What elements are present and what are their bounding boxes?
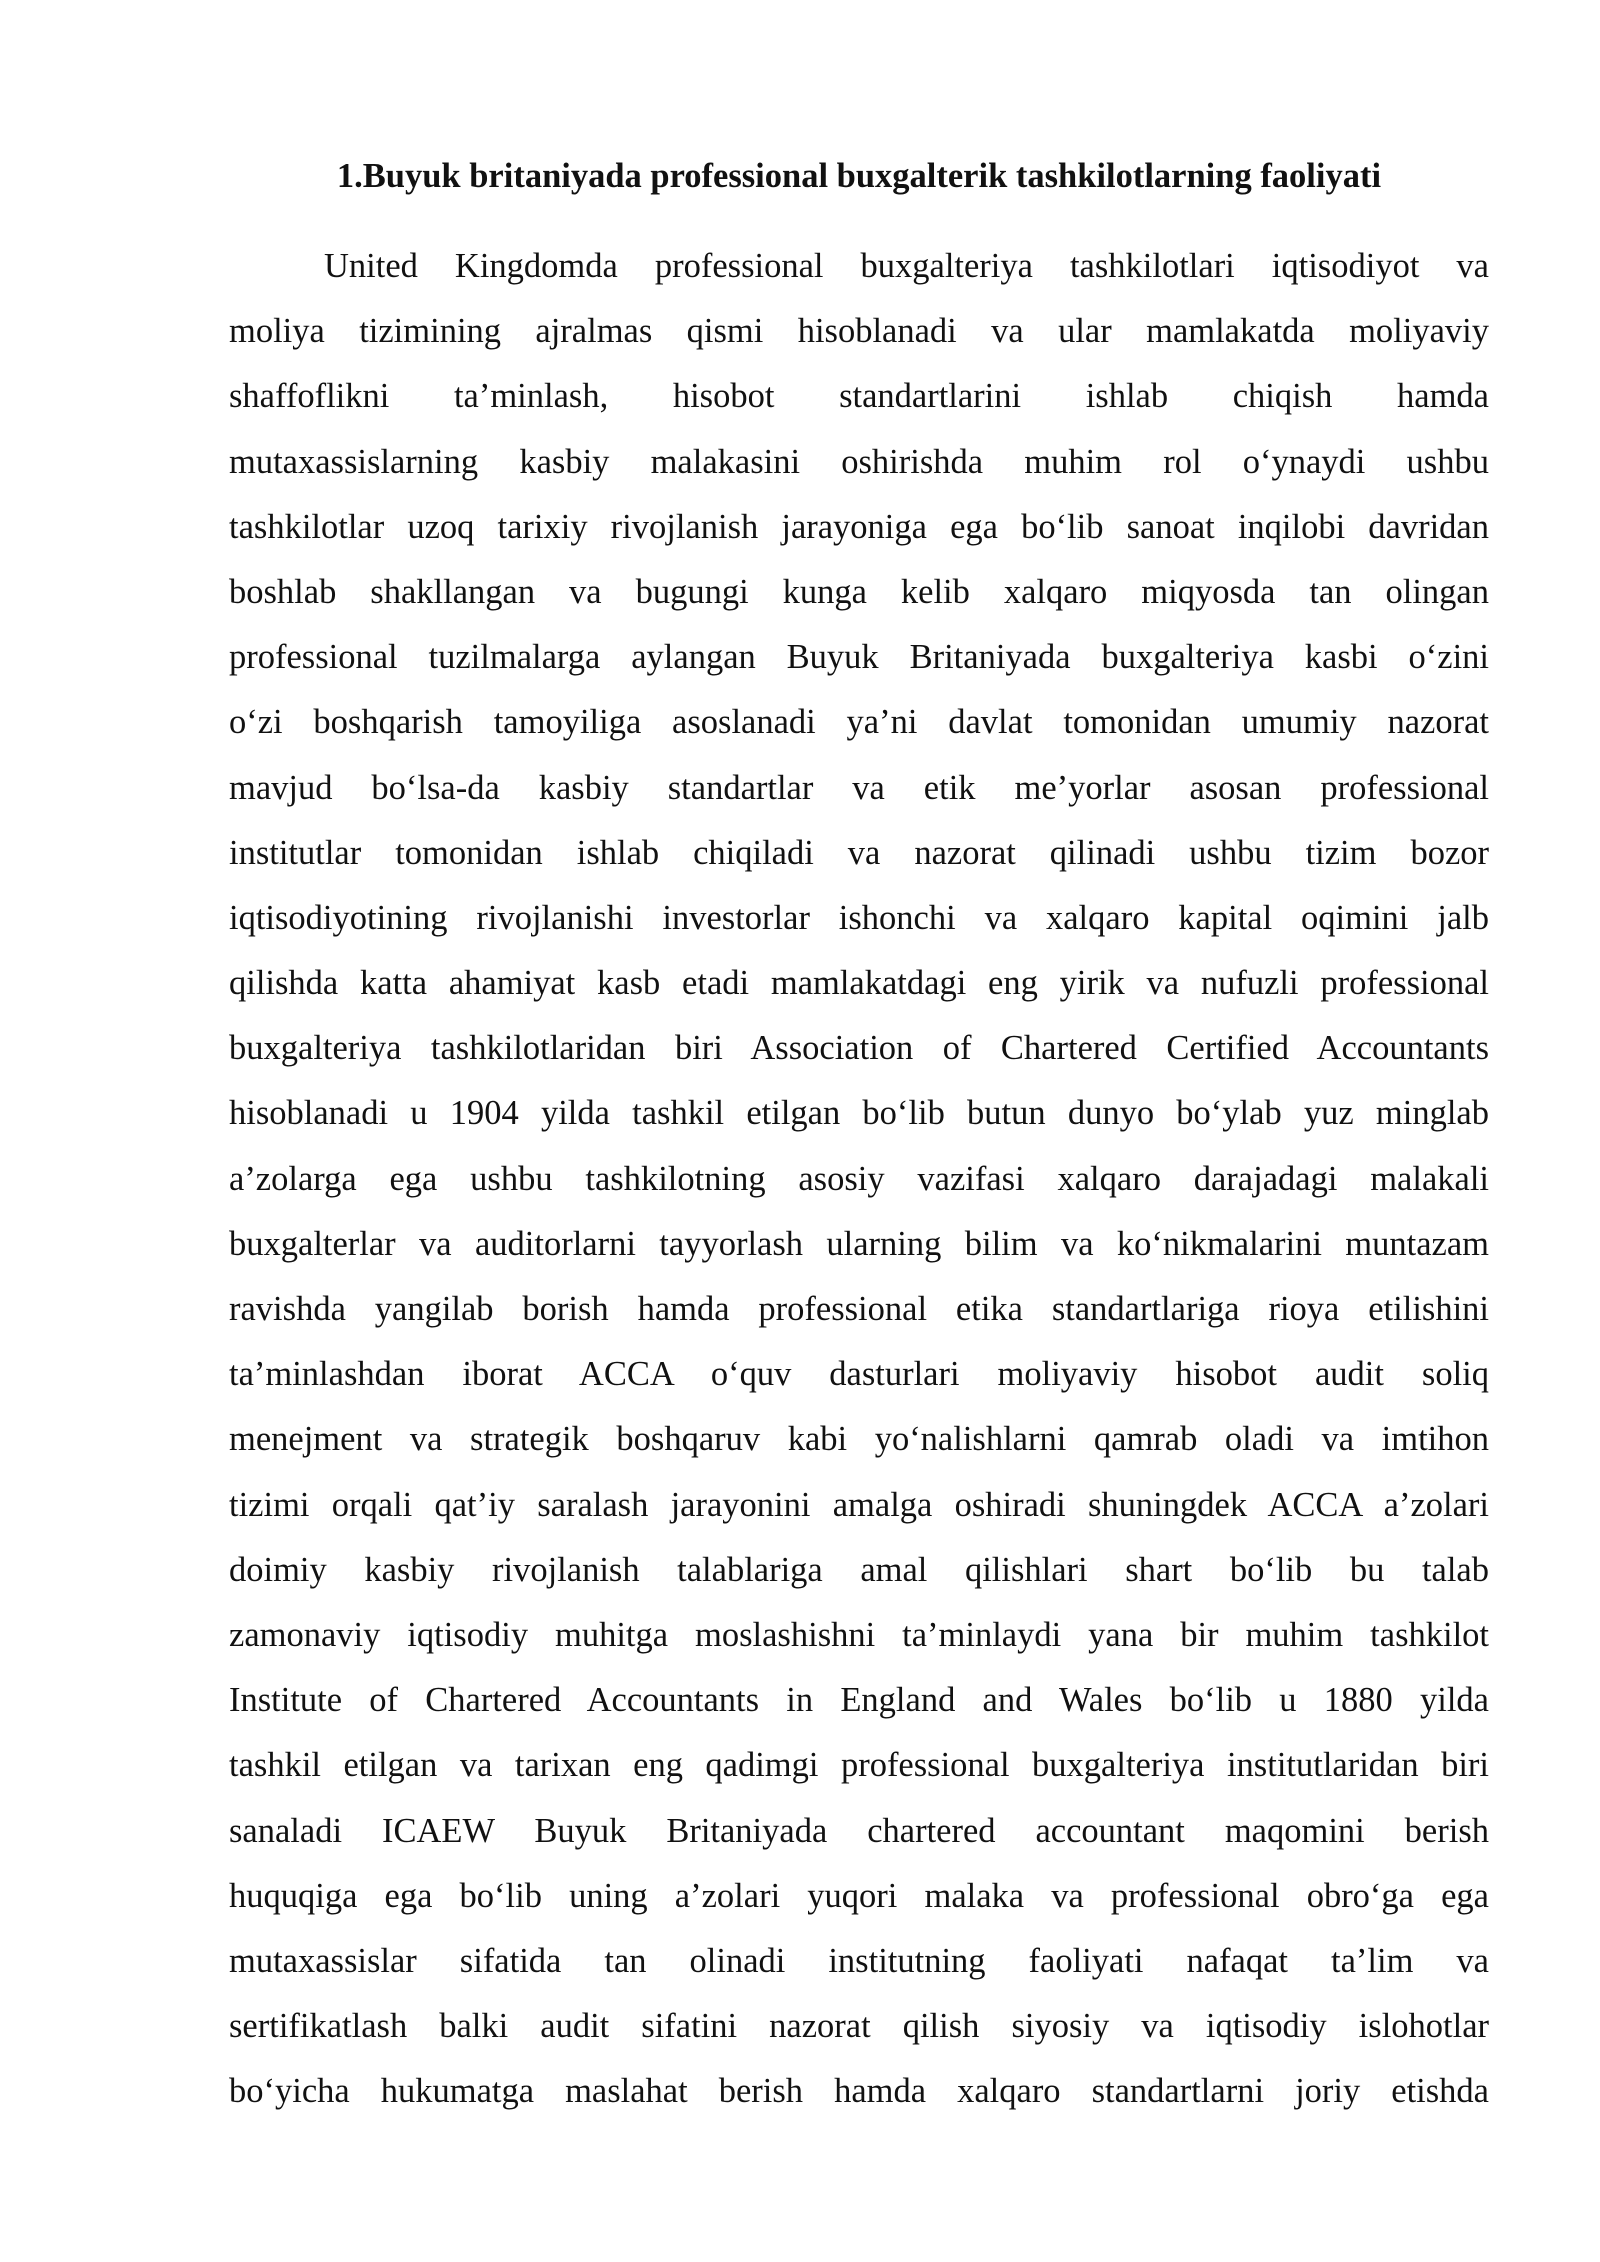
- text-line: United Kingdomda professional buxgalteriya tashkilotlari iqtisodiyot va: [324, 247, 1489, 285]
- text-line: boshlab shakllangan va bugungi kunga kelib xalqaro miqyosda tan olingan: [229, 572, 1489, 611]
- text-line: tashkil etilgan va tarixan eng qadimgi professional buxgalteriya institutlaridan biri: [229, 1746, 1489, 1785]
- text-line: huquqiga ega bo‘lib uning a’zolari yuqori malaka va professional obro‘ga ega: [229, 1876, 1489, 1915]
- text-line: hisoblanadi u 1904 yilda tashkil etilgan bo‘lib butun dunyo bo‘ylab yuz minglab: [229, 1094, 1489, 1133]
- text-line: sanaladi ICAEW Buyuk Britaniyada chartered accountant maqomini berish: [229, 1811, 1489, 1850]
- text-line: iqtisodiyotining rivojlanishi investorlar ishonchi va xalqaro kapital oqimini jalb: [229, 898, 1489, 937]
- text-line: shaffoflikni ta’minlash, hisobot standartlarini ishlab chiqish hamda: [229, 377, 1489, 416]
- page-title: 1.Buyuk britaniyada professional buxgalterik tashkilotlarning faoliyati: [336, 157, 1382, 195]
- text-line: mavjud bo‘lsa-da kasbiy standartlar va etik me’yorlar asosan professional: [229, 768, 1489, 807]
- text-line: tashkilotlar uzoq tarixiy rivojlanish jarayoniga ega bo‘lib sanoat inqilobi davridan: [229, 507, 1489, 546]
- text-line: zamonaviy iqtisodiy muhitga moslashishni ta’minlaydi yana bir muhim tashkilot: [229, 1615, 1489, 1654]
- text-line: mutaxassislarning kasbiy malakasini oshirishda muhim rol o‘ynaydi ushbu: [229, 442, 1489, 481]
- text-line: a’zolarga ega ushbu tashkilotning asosiy vazifasi xalqaro darajadagi malakali: [229, 1159, 1489, 1198]
- text-line: bo‘yicha hukumatga maslahat berish hamda xalqaro standartlarni joriy etishda: [229, 2072, 1489, 2111]
- text-line: o‘zi boshqarish tamoyiliga asoslanadi ya’ni davlat tomonidan umumiy nazorat: [229, 703, 1489, 742]
- text-line: menejment va strategik boshqaruv kabi yo‘nalishlarni qamrab oladi va imtihon: [229, 1420, 1489, 1459]
- text-line: sertifikatlash balki audit sifatini nazorat qilish siyosiy va iqtisodiy islohotlar: [229, 2007, 1489, 2046]
- text-line: qilishda katta ahamiyat kasb etadi mamlakatdagi eng yirik va nufuzli professional: [229, 964, 1489, 1003]
- text-line: tizimi orqali qat’iy saralash jarayonini amalga oshiradi shuningdek ACCA a’zolari: [229, 1485, 1489, 1524]
- text-line: Institute of Chartered Accountants in England and Wales bo‘lib u 1880 yilda: [229, 1681, 1489, 1720]
- text-line: mutaxassislar sifatida tan olinadi institutning faoliyati nafaqat ta’lim va: [229, 1941, 1489, 1980]
- text-line: institutlar tomonidan ishlab chiqiladi va nazorat qilinadi ushbu tizim bozor: [229, 833, 1489, 872]
- text-line: ta’minlashdan iborat ACCA o‘quv dasturlari moliyaviy hisobot audit soliq: [229, 1355, 1489, 1394]
- body-paragraph: [229, 234, 1489, 2124]
- text-line: ravishda yangilab borish hamda professional etika standartlariga rioya etilishini: [229, 1290, 1489, 1328]
- text-line: buxgalteriya tashkilotlaridan biri Association of Chartered Certified Accountants: [229, 1029, 1489, 1068]
- text-line: moliya tizimining ajralmas qismi hisoblanadi va ular mamlakatda moliyaviy: [229, 312, 1489, 351]
- text-line: buxgalterlar va auditorlarni tayyorlash ularning bilim va ko‘nikmalarini muntazam: [229, 1224, 1489, 1263]
- text-line: professional tuzilmalarga aylangan Buyuk Britaniyada buxgalteriya kasbi o‘zini: [229, 638, 1489, 677]
- text-line: doimiy kasbiy rivojlanish talablariga amal qilishlari shart bo‘lib bu talab: [229, 1550, 1489, 1589]
